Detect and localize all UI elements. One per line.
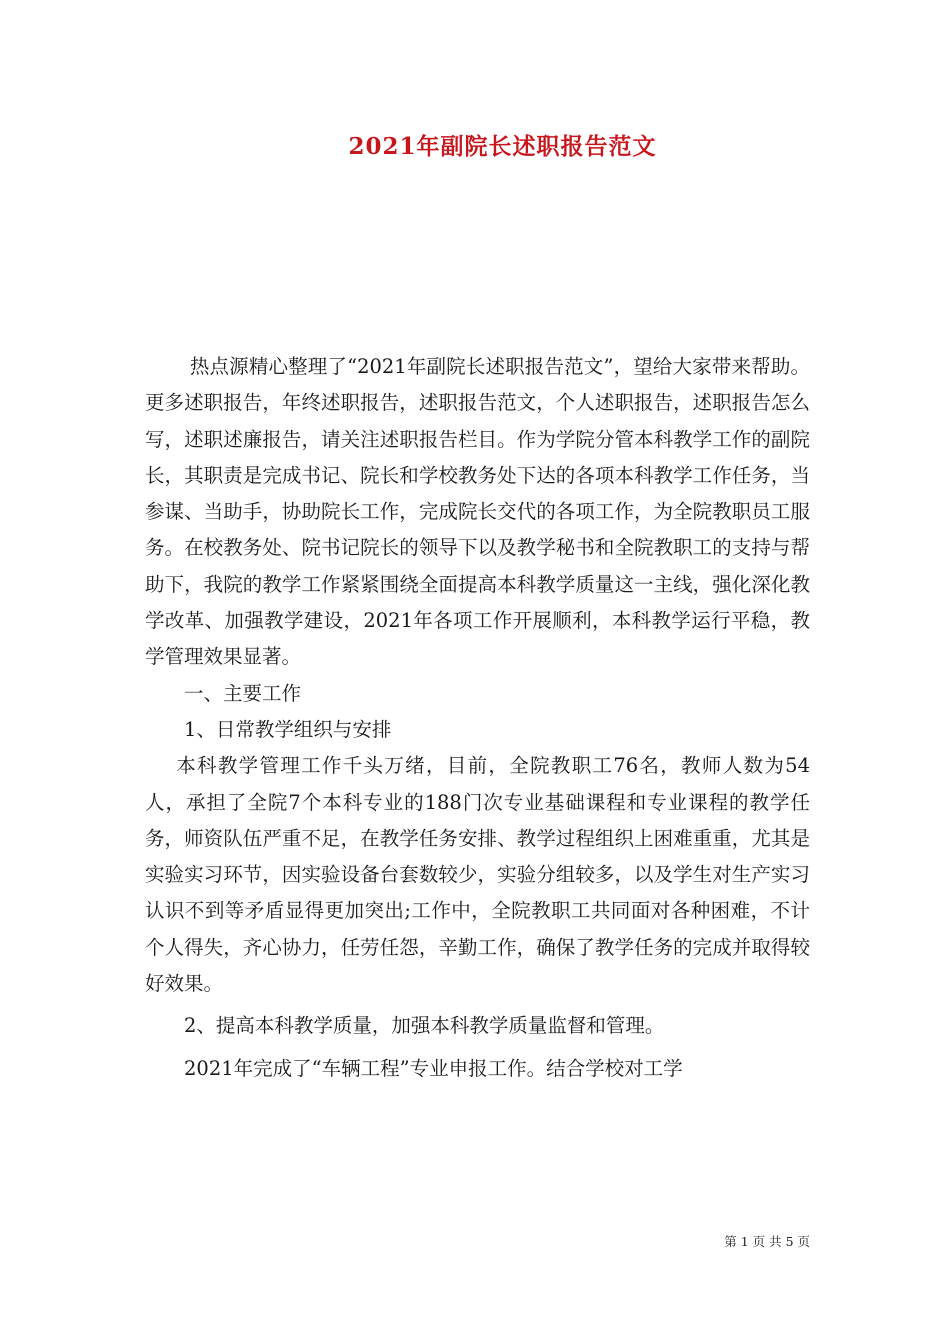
body-paragraph-vehicle-engineering: 2021年完成了“车辆工程”专业申报工作。结合学校对工学	[184, 1056, 683, 1080]
document-body	[145, 349, 810, 1087]
body-paragraph-daily-teaching: 本科教学管理工作千头万绪，目前，全院教职工76名，教师人数为54人，承担了全院7个本科专业的188门次专业基础课程和专业课程的教学任务，师资队伍严重不足，在教学任务安排、教学过程组织上困难重重，尤其是实验实习环节，因实验设备台套数较少，实验分组较多，以及学生对生产实习认识不到等矛盾显得更加突出;工作中，全院教职工共同面对各种困难，不计个人得失，齐心协力，任劳任怨，辛勤工作，确保了教学任务的完成并取得较好效果。	[145, 754, 810, 996]
subsection-heading-daily-teaching: 1、日常教学组织与安排	[184, 717, 392, 741]
section-heading-main-work: 一、主要工作	[184, 681, 302, 705]
subsection-heading-teaching-quality: 2、提高本科教学质量，加强本科教学质量监督和管理。	[184, 1014, 665, 1038]
document-title: 2021年副院长述职报告范文	[348, 133, 657, 160]
page-number-footer: 第 1 页 共 5 页	[724, 1234, 810, 1249]
intro-paragraph: 热点源精心整理了“2021年副院长述职报告范文”，望给大家带来帮助。更多述职报告，年终述职报告，述职报告范文，个人述职报告，述职报告怎么写，述职述廉报告，请关注述职报告栏目。作为学院分管本科教学工作的副院长，其职责是完成书记、院长和学校教务处下达的各项本科教学工作任务，当参谋、当助手，协助院长工作，完成院长交代的各项工作，为全院教职员工服务。在校教务处、院书记院长的领导下以及教学秘书和全院教职工的支持与帮助下，我院的教学工作紧紧围绕全面提高本科教学质量这一主线，强化深化教学改革、加强教学建设，2021年各项工作开展顺利，本科教学运行平稳，教学管理效果显著。	[145, 355, 810, 669]
